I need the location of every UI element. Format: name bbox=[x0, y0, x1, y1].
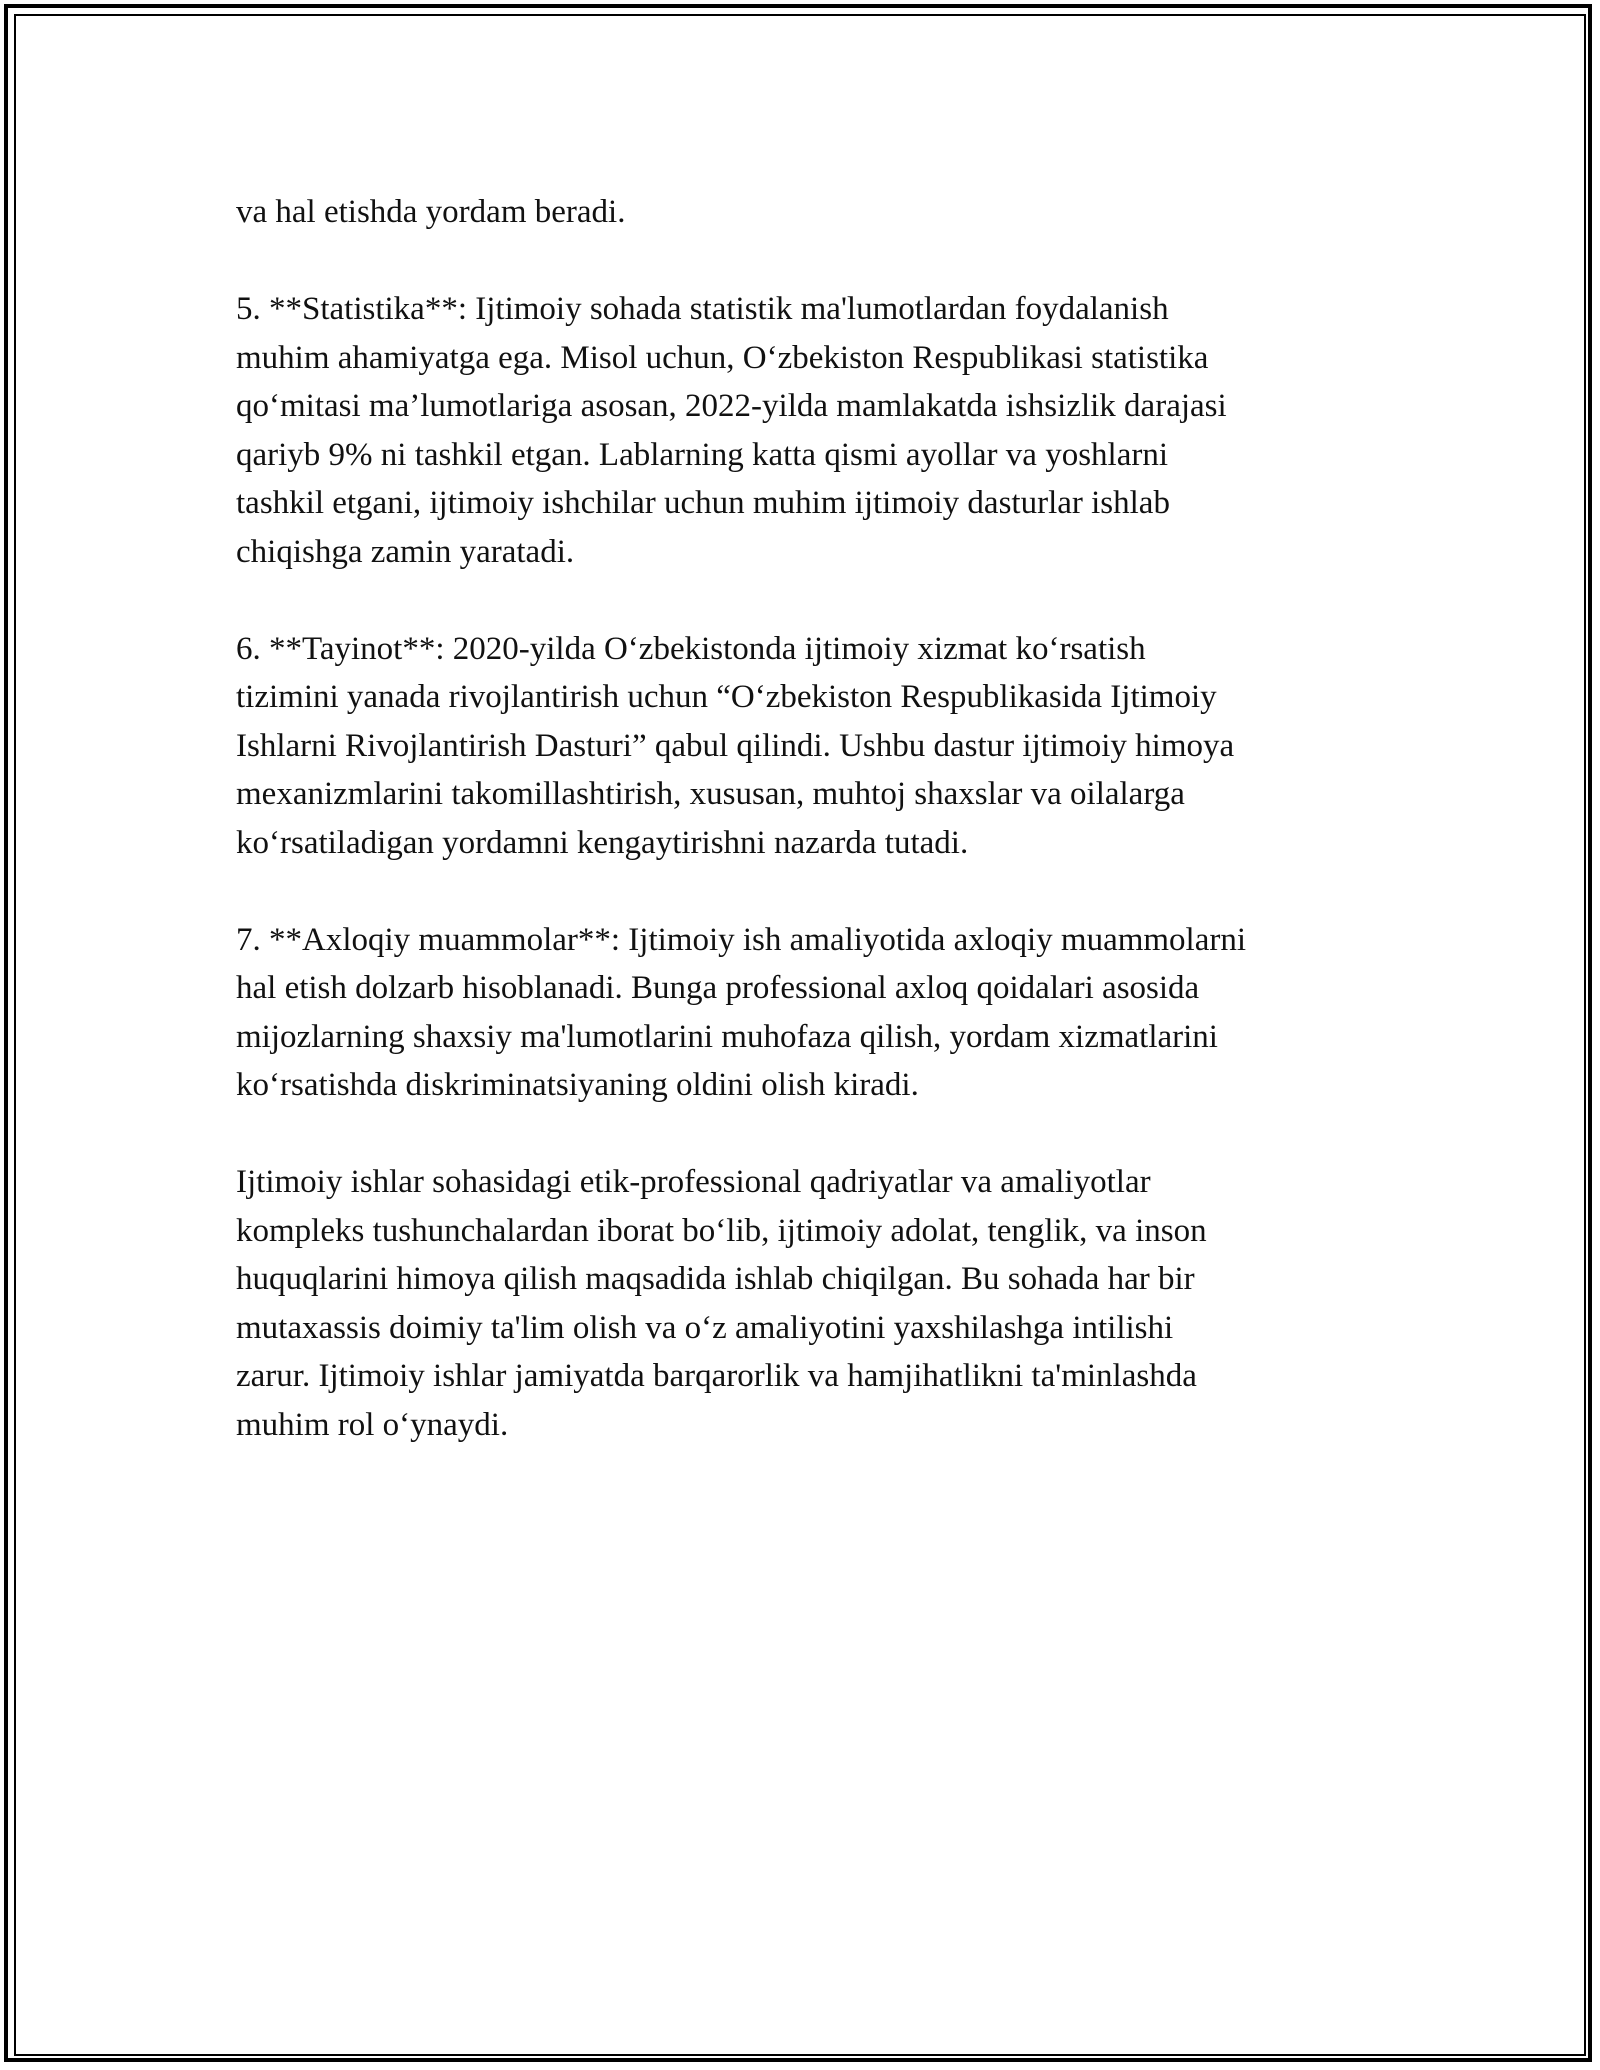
paragraph-statistika: 5. **Statistika**: Ijtimoiy sohada statistik ma'lumotlardan foydalanish muhim ahamiyatga ega. Misol uchun, O‘zbekiston Respublikasi statistika qo‘mitasi ma’lumotlariga asosan, 2022-yilda mamlakatda ishsizlik darajasi qariyb 9% ni tashkil etgan. Lablarning katta qismi ayollar va yoshlarni tashkil etgani, ijtimoiy ishchilar uchun muhim ijtimoiy dasturlar ishlab chiqishga zamin yaratadi. bbox=[236, 291, 1227, 570]
paragraph-tayinot: 6. **Tayinot**: 2020-yilda O‘zbekistonda ijtimoiy xizmat ko‘rsatish tizimini yanada rivojlantirish uchun “O‘zbekiston Respublikasida Ijtimoiy Ishlarni Rivojlantirish Dasturi” qabul qilindi. Ushbu dastur ijtimoiy himoya mexanizmlarini takomillashtirish, xususan, muhtoj shaxslar va oilalarga ko‘rsatiladigan yordamni kengaytirishni nazarda tutadi. bbox=[236, 630, 1235, 861]
paragraph-axloqiy-muammolar: 7. **Axloqiy muammolar**: Ijtimoiy ish amaliyotida axloqiy muammolarni hal etish dolzarb hisoblanadi. Bunga professional axloq qoidalari asosida mijozlarning shaxsiy ma'lumotlarini muhofaza qilish, yordam xizmatlarini ko‘rsatishda diskriminatsiyaning oldini olish kiradi. bbox=[236, 921, 1247, 1103]
paragraph-continuation: va hal etishda yordam beradi. bbox=[236, 194, 626, 230]
paragraph-conclusion: Ijtimoiy ishlar sohasidagi etik-professional qadriyatlar va amaliyotlar kompleks tushunchalardan iborat bo‘lib, ijtimoiy adolat, tenglik, va inson huquqlarini himoya qilish maqsadida ishlab chiqilgan. Bu sohada har bir mutaxassis doimiy ta'lim olish va o‘z amaliyotini yaxshilashga intilishi zarur. Ijtimoiy ishlar jamiyatda barqarorlik va hamjihatlikni ta'minlashda muhim rol o‘ynaydi. bbox=[236, 1164, 1207, 1443]
document-body bbox=[236, 188, 1376, 1498]
